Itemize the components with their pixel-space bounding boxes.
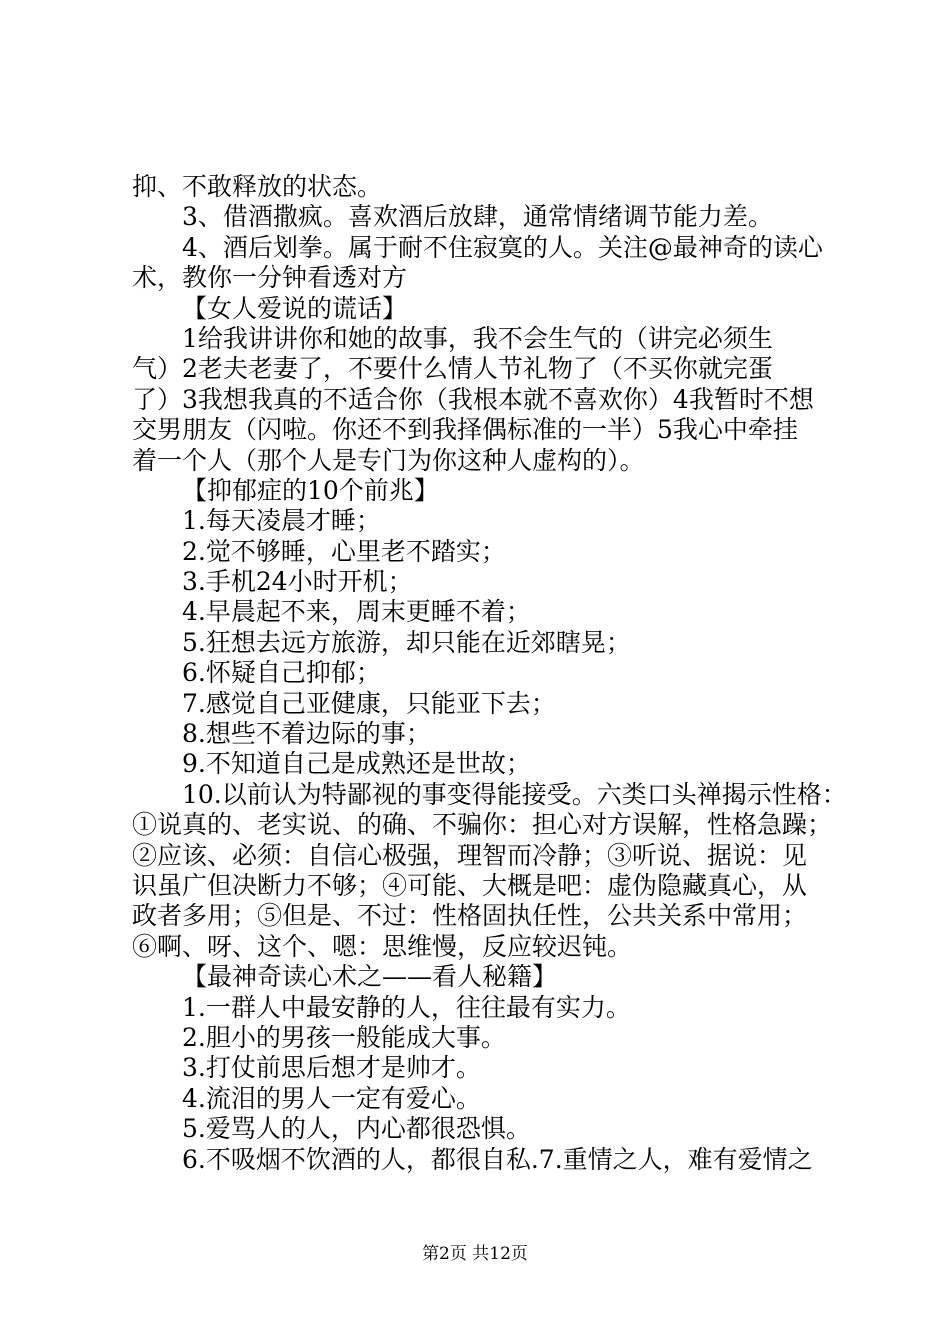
text-line: 识虽广但决断力不够；④可能、大概是吧：虚伪隐藏真心，从 [132, 870, 808, 900]
document-body [132, 172, 847, 1175]
text-line: 着一个人（那个人是专门为你这种人虚构的）。 [132, 445, 645, 475]
list-item: 10.以前认为特鄙视的事变得能接受。六类口头禅揭示性格： [182, 779, 847, 809]
list-item: 2.觉不够睡，心里老不踏实； [182, 536, 506, 566]
list-item: 1.一群人中最安静的人，往往最有实力。 [182, 992, 631, 1022]
text-line: 术，教你一分钟看透对方 [132, 263, 408, 293]
text-line: ⑥啊、呀、这个、嗯：思维慢，反应较迟钝。 [132, 931, 633, 961]
list-item: 4.流泪的男人一定有爱心。 [182, 1083, 481, 1113]
text-line: 1给我讲讲你和她的故事，我不会生气的（讲完必须生 [182, 323, 773, 353]
text-line: 抑、不敢释放的状态。 [132, 172, 383, 201]
text-line: 气）2老夫老妻了，不要什么情人节礼物了（不买你就完蛋 [132, 354, 773, 384]
list-item: 1.每天凌晨才睡； [182, 506, 381, 536]
section-heading: 【抑郁症的10个前兆】 [182, 475, 439, 505]
text-line: 交男朋友（闪啦。你还不到我择偶标准的一半）5我心中牵挂 [132, 415, 798, 445]
text-line: 3、借酒撒疯。喜欢酒后放肆，通常情绪调节能力差。 [182, 202, 773, 232]
page-number-footer: 第2页 共12页 [422, 1244, 528, 1264]
list-item: 5.爱骂人的人，内心都很恐惧。 [182, 1114, 531, 1144]
list-item: 4.早晨起不来，周末更睡不着； [182, 597, 531, 627]
list-item: 5.狂想去远方旅游，却只能在近郊瞎晃； [182, 627, 631, 657]
text-line: ①说真的、老实说、的确、不骗你：担心对方误解，性格急躁； [132, 810, 833, 840]
section-heading: 【最神奇读心术之——看人秘籍】 [182, 962, 558, 992]
list-item: 6.不吸烟不饮酒的人，都很自私.7.重情之人，难有爱情之 [182, 1144, 813, 1174]
list-item: 7.感觉自己亚健康，只能亚下去； [182, 688, 556, 718]
text-line: 政者多用；⑤但是、不过：性格固执任性，公共关系中常用； [132, 901, 808, 931]
list-item: 3.打仗前思后想才是帅才。 [182, 1053, 481, 1083]
list-item: 2.胆小的男孩一般能成大事。 [182, 1022, 506, 1052]
text-line: ②应该、必须：自信心极强，理智而冷静；③听说、据说：见 [132, 840, 808, 870]
list-item: 6.怀疑自己抑郁； [182, 658, 381, 688]
text-line: 4、酒后划拳。属于耐不住寂寞的人。关注@最神奇的读心 [182, 232, 823, 262]
list-item: 8.想些不着边际的事； [182, 719, 431, 749]
list-item: 3.手机24小时开机； [182, 567, 413, 597]
text-line: 了）3我想我真的不适合你（我根本就不喜欢你）4我暂时不想 [132, 384, 814, 414]
section-heading: 【女人爱说的谎话】 [182, 293, 408, 323]
list-item: 9.不知道自己是成熟还是世故； [182, 749, 531, 779]
